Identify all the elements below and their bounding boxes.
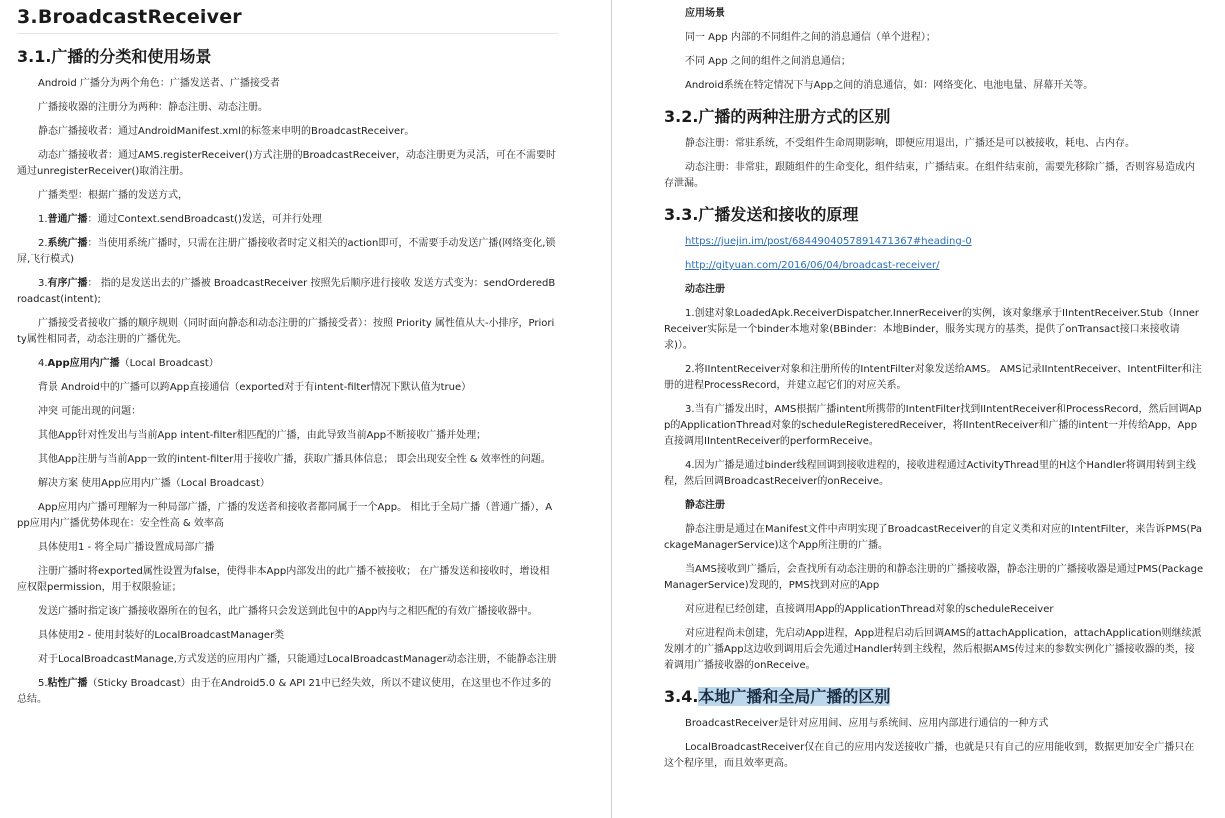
paragraph: 对应进程已经创建，直接调用App的ApplicationThread对象的scheduleReceiver — [685, 604, 1054, 615]
subheading-static-registration: 静态注册 — [685, 500, 725, 511]
paragraph-local-broadcast: 4.App应用内广播（Local Broadcast） — [38, 358, 219, 369]
paragraph: 注册广播时将exported属性设置为false，使得非本App内部发出的此广播不被接收； 在广播发送和接收时，增设相应权限permission，用于权限验证； — [17, 566, 550, 593]
paragraph-ordered-broadcast: 3.有序广播： 指的是发送出去的广播被 BroadcastReceiver 按照先后顺序进行接收 发送方式变为：sendOrderedBroadcast(intent); — [17, 278, 556, 305]
paragraph: Android 广播分为两个角色：广播发送者、广播接受者 — [38, 78, 280, 89]
paragraph: 其他App注册与当前App一致的intent-filter用于接收广播，获取广播具体信息； 即会出现安全性 & 效率性的问题。 — [38, 454, 551, 465]
paragraph: 具体使用2 - 使用封装好的LocalBroadcastManager类 — [38, 630, 285, 641]
section-title-3-1: 3.1.广播的分类和使用场景 — [17, 47, 212, 66]
left-page — [0, 0, 560, 818]
paragraph: 4.因为广播是通过binder线程回调到接收进程的，接收进程通过ActivityThread里的H这个Handler将调用转到主线程，然后回调BroadcastReceiver的onReceive。 — [664, 460, 1196, 487]
paragraph: 发送广播时指定该广播接收器所在的包名，此广播将只会发送到此包中的App内与之相匹配的有效广播接收器中。 — [38, 606, 538, 617]
link-paragraph — [664, 234, 1204, 250]
right-page — [618, 0, 1218, 818]
paragraph-system-broadcast: 2.系统广播：当使用系统广播时，只需在注册广播接收者时定义相关的action即可，不需要手动发送广播(网络变化,锁屏,飞行模式) — [17, 238, 556, 265]
paragraph: 对于LocalBroadcastManage,方式发送的应用内广播，只能通过LocalBroadcastManager动态注册，不能静态注册 — [38, 654, 557, 665]
paragraph: 冲突 可能出现的问题： — [38, 406, 142, 417]
link-paragraph — [664, 258, 1204, 274]
paragraph: 2.将IIntentReceiver对象和注册所传的IntentFilter对象发送给AMS。 AMS记录IIntentReceiver、IntentFilter和注册的进程ProcessRecord，并建立起它们的对应关系。 — [664, 364, 1202, 391]
paragraph: Android系统在特定情况下与App之间的消息通信，如：网络变化、电池电量、屏幕开关等。 — [685, 80, 1094, 91]
paragraph: 广播类型：根据广播的发送方式， — [38, 190, 188, 201]
paragraph: 广播接受者接收广播的顺序规则（同时面向静态和动态注册的广播接受者）：按照 Priority 属性值从大-小排序，Priority属性相同者，动态注册的广播优先。 — [17, 318, 555, 345]
section-title-3-2: 3.2.广播的两种注册方式的区别 — [664, 107, 891, 126]
paragraph: 同一 App 内部的不同组件之间的消息通信（单个进程）； — [685, 32, 936, 43]
paragraph: 广播接收器的注册分为两种：静态注册、动态注册。 — [38, 102, 268, 113]
paragraph: 解决方案 使用App应用内广播（Local Broadcast） — [38, 478, 270, 489]
paragraph: 动态广播接收者：通过AMS.registerReceiver()方式注册的BroadcastReceiver，动态注册更为灵活，可在不需要时通过unregisterReceiver()取消注册。 — [17, 150, 556, 177]
paragraph-sticky-broadcast: 5.粘性广播（Sticky Broadcast）由于在Android5.0 & API 21中已经失效，所以不建议使用，在这里也不作过多的总结。 — [17, 678, 552, 705]
paragraph: 动态注册：非常驻，跟随组件的生命变化，组件结束，广播结束。在组件结束前，需要先移除广播，否则容易造成内存泄漏。 — [664, 162, 1195, 189]
section-number: 3.4. — [664, 687, 699, 706]
page-divider — [611, 0, 612, 818]
paragraph: 3.当有广播发出时，AMS根据广播intent所携带的IntentFilter找到IIntentReceiver和ProcessRecord，然后回调App的ApplicationThread对象的scheduleRegisteredReceiver，将IIntentReceiver和广播的intent一并传给App，App直接调用IIntentReceiver的performReceive。 — [664, 404, 1202, 447]
section-title-3-4 — [664, 684, 1204, 707]
paragraph: 当AMS接收到广播后，会查找所有动态注册的和静态注册的广播接收器，静态注册的广播接收器是通过PMS(PackageManagerService)发现的，PMS找到对应的App — [664, 564, 1204, 591]
chapter-title: 3.BroadcastReceiver — [17, 6, 558, 34]
link-gityuan[interactable]: http://gityuan.com/2016/06/04/broadcast-receiver/ — [685, 260, 940, 271]
paragraph: 静态广播接收者：通过AndroidManifest.xml的标签来申明的BroadcastReceiver。 — [38, 126, 415, 137]
paragraph: 对应进程尚未创建，先启动App进程，App进程启动后回调AMS的attachApplication，attachApplication则继续派发刚才的广播App这边收到调用后会先通过Handler转到主线程，然后根据AMS传过来的参数实例化广播接收器的类，接着调用广播接收器的onReceive。 — [664, 628, 1202, 671]
paragraph: BroadcastReceiver是针对应用间、应用与系统间、应用内部进行通信的一种方式 — [685, 718, 1049, 729]
paragraph: 1.创建对象LoadedApk.ReceiverDispatcher.InnerReceiver的实例，该对象继承于IIntentReceiver.Stub（InnerReceiver实际是一个binder本地对象(BBinder：本地Binder，服务实现方的基类，提供了onTransact接口来接收请求)）。 — [664, 308, 1199, 351]
paragraph: 不同 App 之间的组件之间消息通信； — [685, 56, 851, 67]
subheading-use-cases: 应用场景 — [685, 8, 725, 19]
paragraph: App应用内广播可理解为一种局部广播，广播的发送者和接收者都同属于一个App。 相比于全局广播（普通广播），App应用内广播优势体现在：安全性高 & 效率高 — [17, 502, 553, 529]
paragraph: 具体使用1 - 将全局广播设置成局部广播 — [38, 542, 215, 553]
paragraph: 其他App针对性发出与当前App intent-filter相匹配的广播，由此导致当前App不断接收广播并处理； — [38, 430, 487, 441]
highlighted-selection: 本地广播和全局广播的区别 — [698, 687, 891, 706]
paragraph-normal-broadcast: 1.普通广播：通过Context.sendBroadcast()发送，可并行处理 — [38, 214, 322, 225]
paragraph: LocalBroadcastReceiver仅在自己的应用内发送接收广播，也就是只有自己的应用能收到，数据更加安全广播只在这个程序里，而且效率更高。 — [664, 742, 1195, 769]
paragraph: 静态注册是通过在Manifest文件中声明实现了BroadcastReceiver的自定义类和对应的IntentFilter，来告诉PMS(PackageManagerService)这个App所注册的广播。 — [664, 524, 1203, 551]
link-juejin[interactable]: https://juejin.im/post/6844904057891471367#heading-0 — [685, 236, 972, 247]
subheading-dynamic-registration: 动态注册 — [685, 284, 725, 295]
paragraph: 背景 Android中的广播可以跨App直接通信（exported对于有intent-filter情况下默认值为true） — [38, 382, 472, 393]
section-title-3-3: 3.3.广播发送和接收的原理 — [664, 205, 859, 224]
paragraph: 静态注册：常驻系统，不受组件生命周期影响，即便应用退出，广播还是可以被接收，耗电、占内存。 — [685, 138, 1135, 149]
